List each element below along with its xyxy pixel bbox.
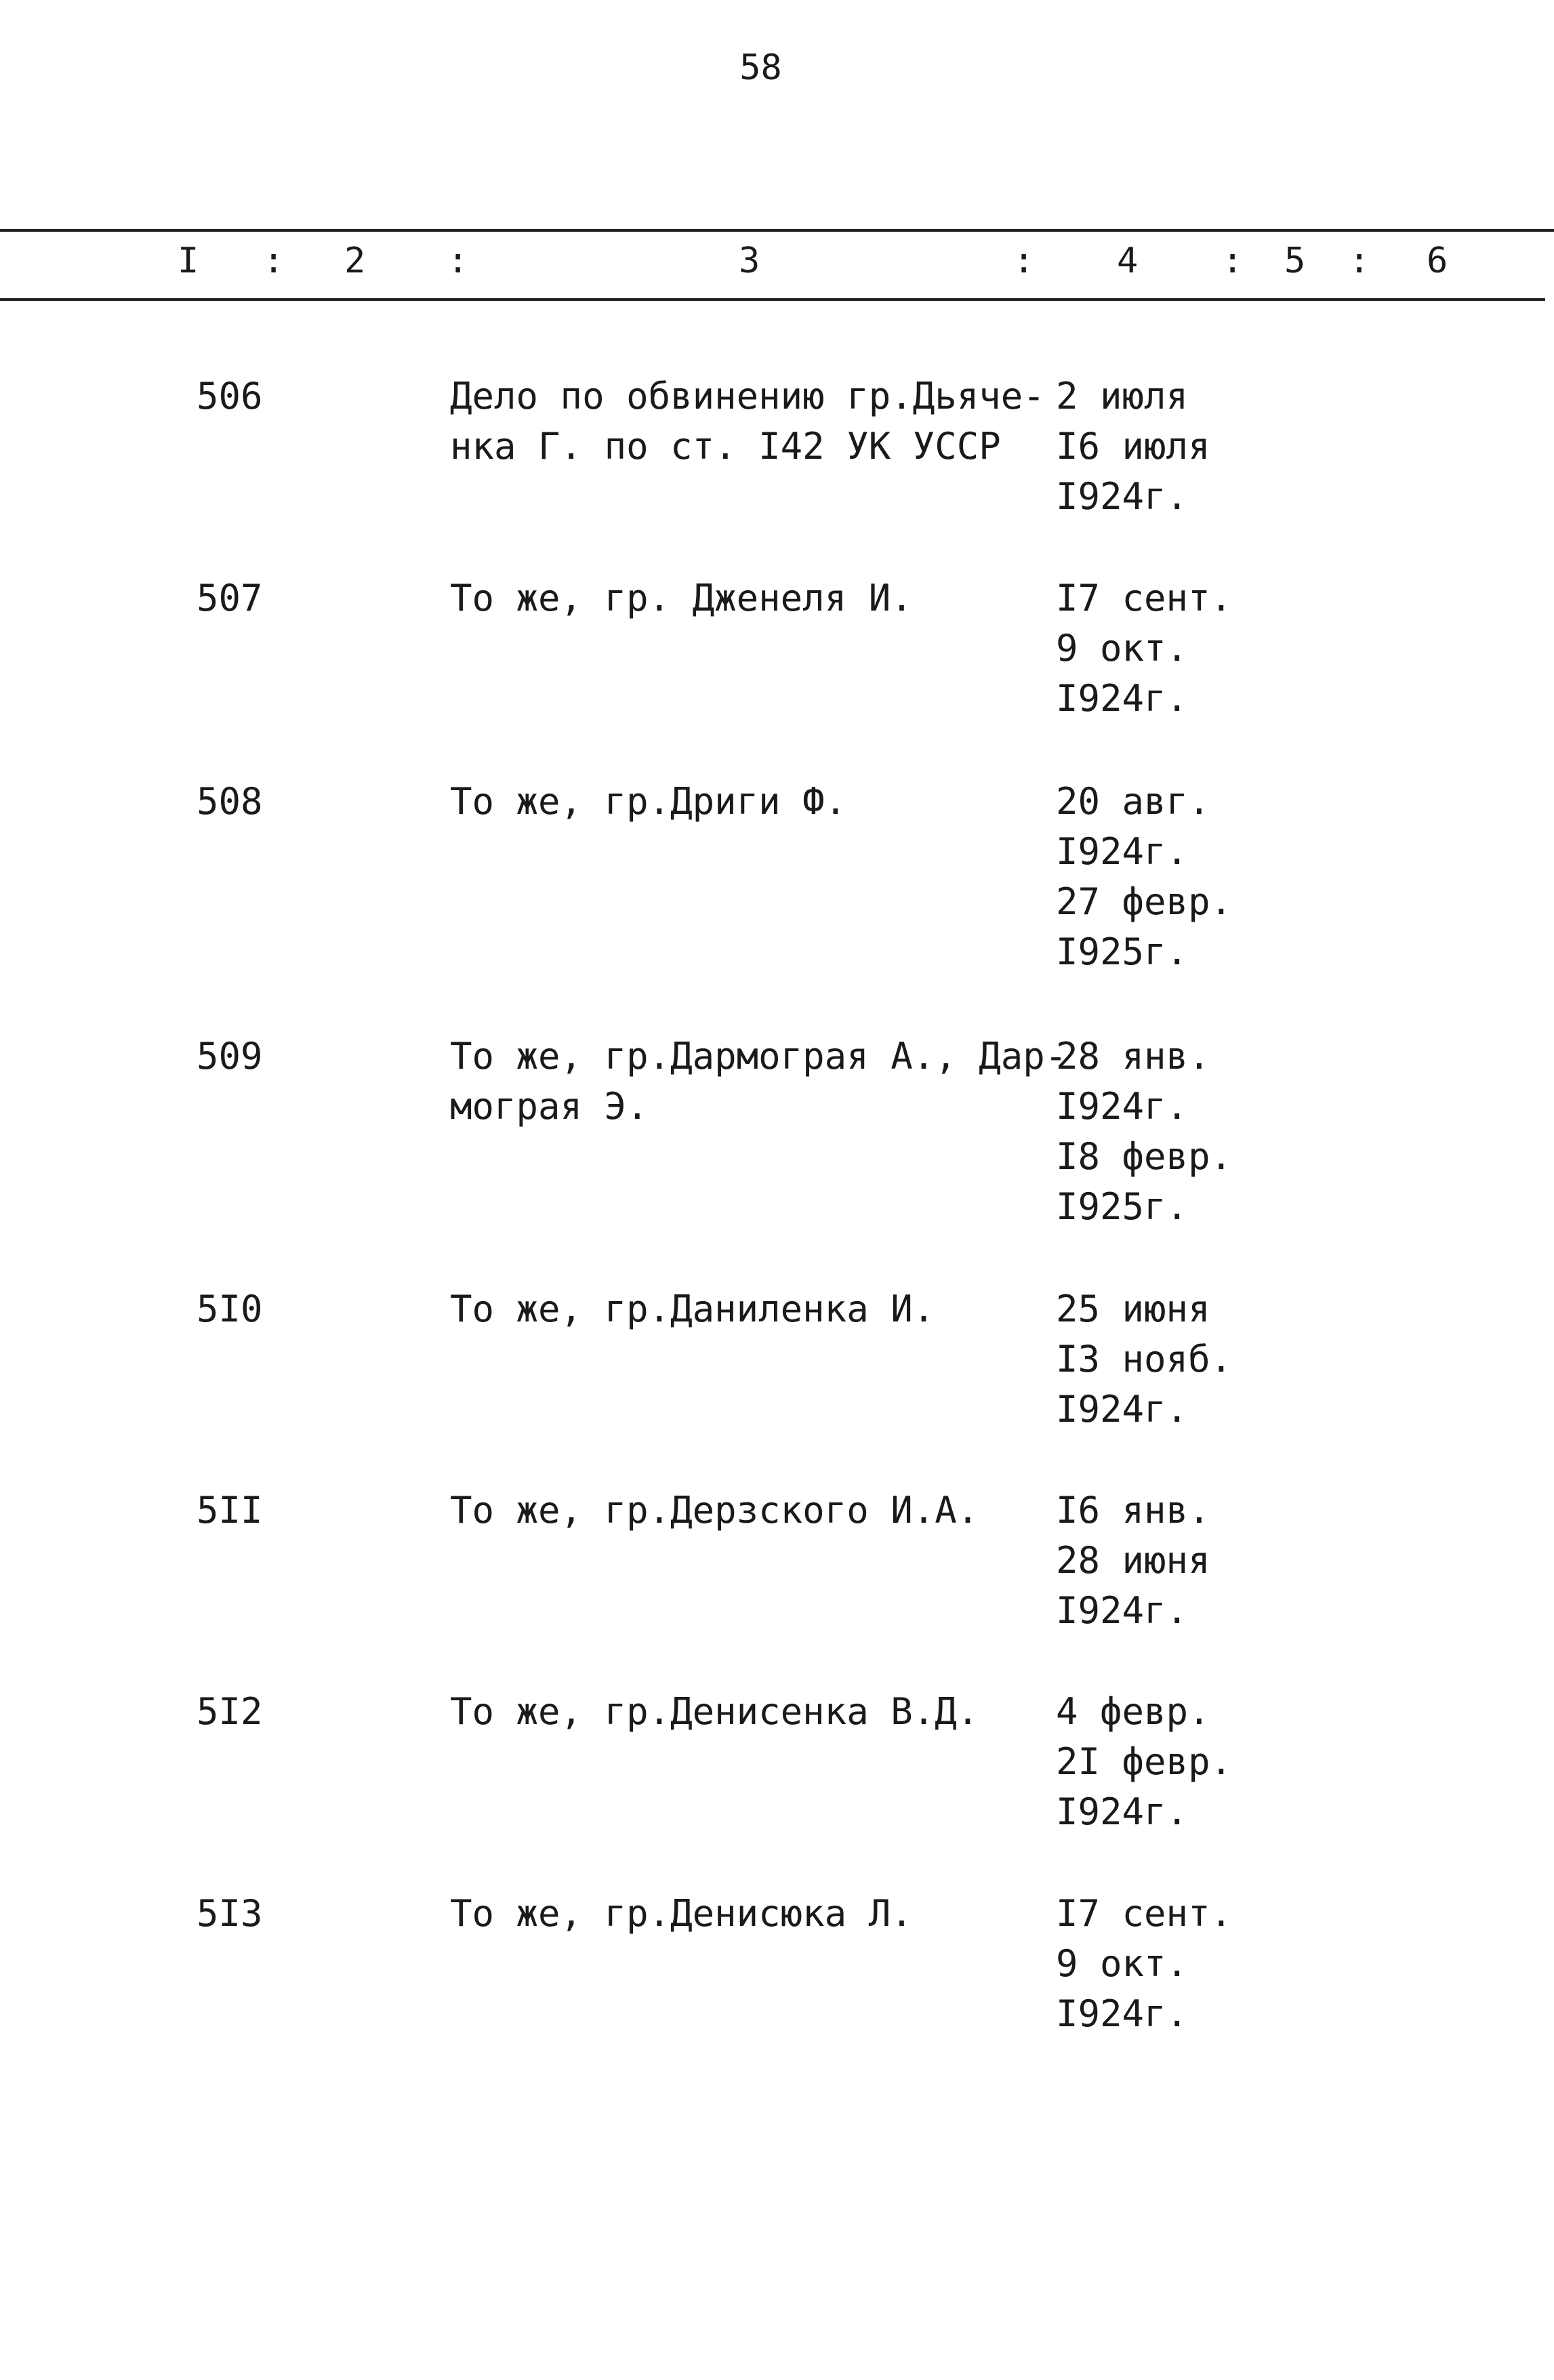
entry-title-line: То же, гр. Дженеля И.: [450, 577, 913, 619]
entry-dates: [1056, 1687, 1232, 1837]
entry-number: 5I0: [197, 1288, 263, 1330]
entry-title: [450, 1889, 1060, 1939]
entry-date-line: I924г.: [1056, 677, 1189, 720]
entry-date-line: I924г.: [1056, 1085, 1189, 1128]
column-separator: :: [447, 241, 469, 281]
entry-date-line: I924г.: [1056, 1790, 1189, 1833]
entry-date-line: I8 февр.: [1056, 1135, 1233, 1178]
entry-number: 5I3: [197, 1892, 263, 1935]
entry-title-line: То же, гр.Денисюка Л.: [450, 1892, 913, 1935]
entry-date-line: 28 июня: [1056, 1539, 1210, 1582]
entry-title-line: мограя Э.: [450, 1085, 649, 1128]
entry-title: [450, 1485, 1060, 1536]
entry-title: [450, 777, 1060, 827]
entry-title-line: То же, гр.Дриги Ф.: [450, 780, 847, 823]
page-number: 58: [739, 47, 782, 88]
entry-title-line: Дело по обвинению гр.Дьяче-: [450, 375, 1045, 417]
entry-date-line: 2I февр.: [1056, 1740, 1233, 1783]
entry-date-line: I924г.: [1056, 1992, 1189, 2035]
entry-dates: [1056, 777, 1232, 977]
entry-date-line: I6 июля: [1056, 425, 1210, 468]
entry-date-line: 20 авг.: [1056, 780, 1210, 823]
entry-dates: [1056, 1284, 1232, 1435]
entry-title-line: То же, гр.Даниленка И.: [450, 1288, 935, 1330]
entry-title: [450, 573, 1060, 623]
header-bottom-rule: [0, 298, 1545, 301]
entry-number: 507: [197, 577, 263, 619]
entry-dates: [1056, 1485, 1210, 1636]
entry-date-line: 27 февр.: [1056, 880, 1233, 923]
column-header-3: 3: [739, 241, 760, 281]
entry-dates: [1056, 371, 1210, 522]
entry-title-line: То же, гр.Дармограя А., Дар-: [450, 1035, 1067, 1078]
entry-dates: [1056, 1889, 1232, 2039]
entry-date-line: I7 сент.: [1056, 1892, 1233, 1935]
column-separator: :: [1222, 241, 1244, 281]
entry-date-line: I924г.: [1056, 475, 1189, 518]
entry-title: [450, 371, 1060, 472]
entry-dates: [1056, 1031, 1232, 1232]
entry-number: 508: [197, 780, 263, 823]
column-header-5: 5: [1284, 241, 1306, 281]
entry-date-line: 2 июля: [1056, 375, 1189, 417]
entry-number: 5I2: [197, 1690, 263, 1733]
header-top-rule: [0, 229, 1554, 232]
entry-date-line: 28 янв.: [1056, 1035, 1210, 1078]
entry-date-line: I6 янв.: [1056, 1489, 1210, 1532]
entry-date-line: I925г.: [1056, 930, 1189, 973]
entry-number: 5II: [197, 1489, 263, 1532]
entry-date-line: I924г.: [1056, 830, 1189, 873]
entry-date-line: 25 июня: [1056, 1288, 1210, 1330]
column-separator: :: [263, 241, 285, 281]
entry-date-line: I924г.: [1056, 1388, 1189, 1431]
entry-title: [450, 1687, 1060, 1737]
entry-date-line: 9 окт.: [1056, 1942, 1189, 1985]
entry-title: [450, 1031, 1067, 1132]
column-separator: :: [1013, 241, 1035, 281]
column-separator: :: [1349, 241, 1370, 281]
entry-title-line: То же, гр.Денисенка В.Д.: [450, 1690, 979, 1733]
entry-title: [450, 1284, 1060, 1334]
entry-date-line: I925г.: [1056, 1185, 1189, 1228]
entry-date-line: I7 сент.: [1056, 577, 1233, 619]
entry-number: 506: [197, 375, 263, 417]
entry-date-line: 4 февр.: [1056, 1690, 1210, 1733]
entry-date-line: I3 нояб.: [1056, 1338, 1233, 1380]
column-header-1: I: [178, 241, 199, 281]
column-header-6: 6: [1427, 241, 1448, 281]
entry-date-line: I924г.: [1056, 1589, 1189, 1632]
entry-title-line: нка Г. по ст. I42 УК УССР: [450, 425, 1001, 468]
entry-number: 509: [197, 1035, 263, 1078]
column-header-4: 4: [1117, 241, 1139, 281]
entry-dates: [1056, 573, 1232, 724]
column-header-2: 2: [344, 241, 366, 281]
entry-title-line: То же, гр.Дерзского И.А.: [450, 1489, 979, 1532]
entry-date-line: 9 окт.: [1056, 627, 1189, 670]
